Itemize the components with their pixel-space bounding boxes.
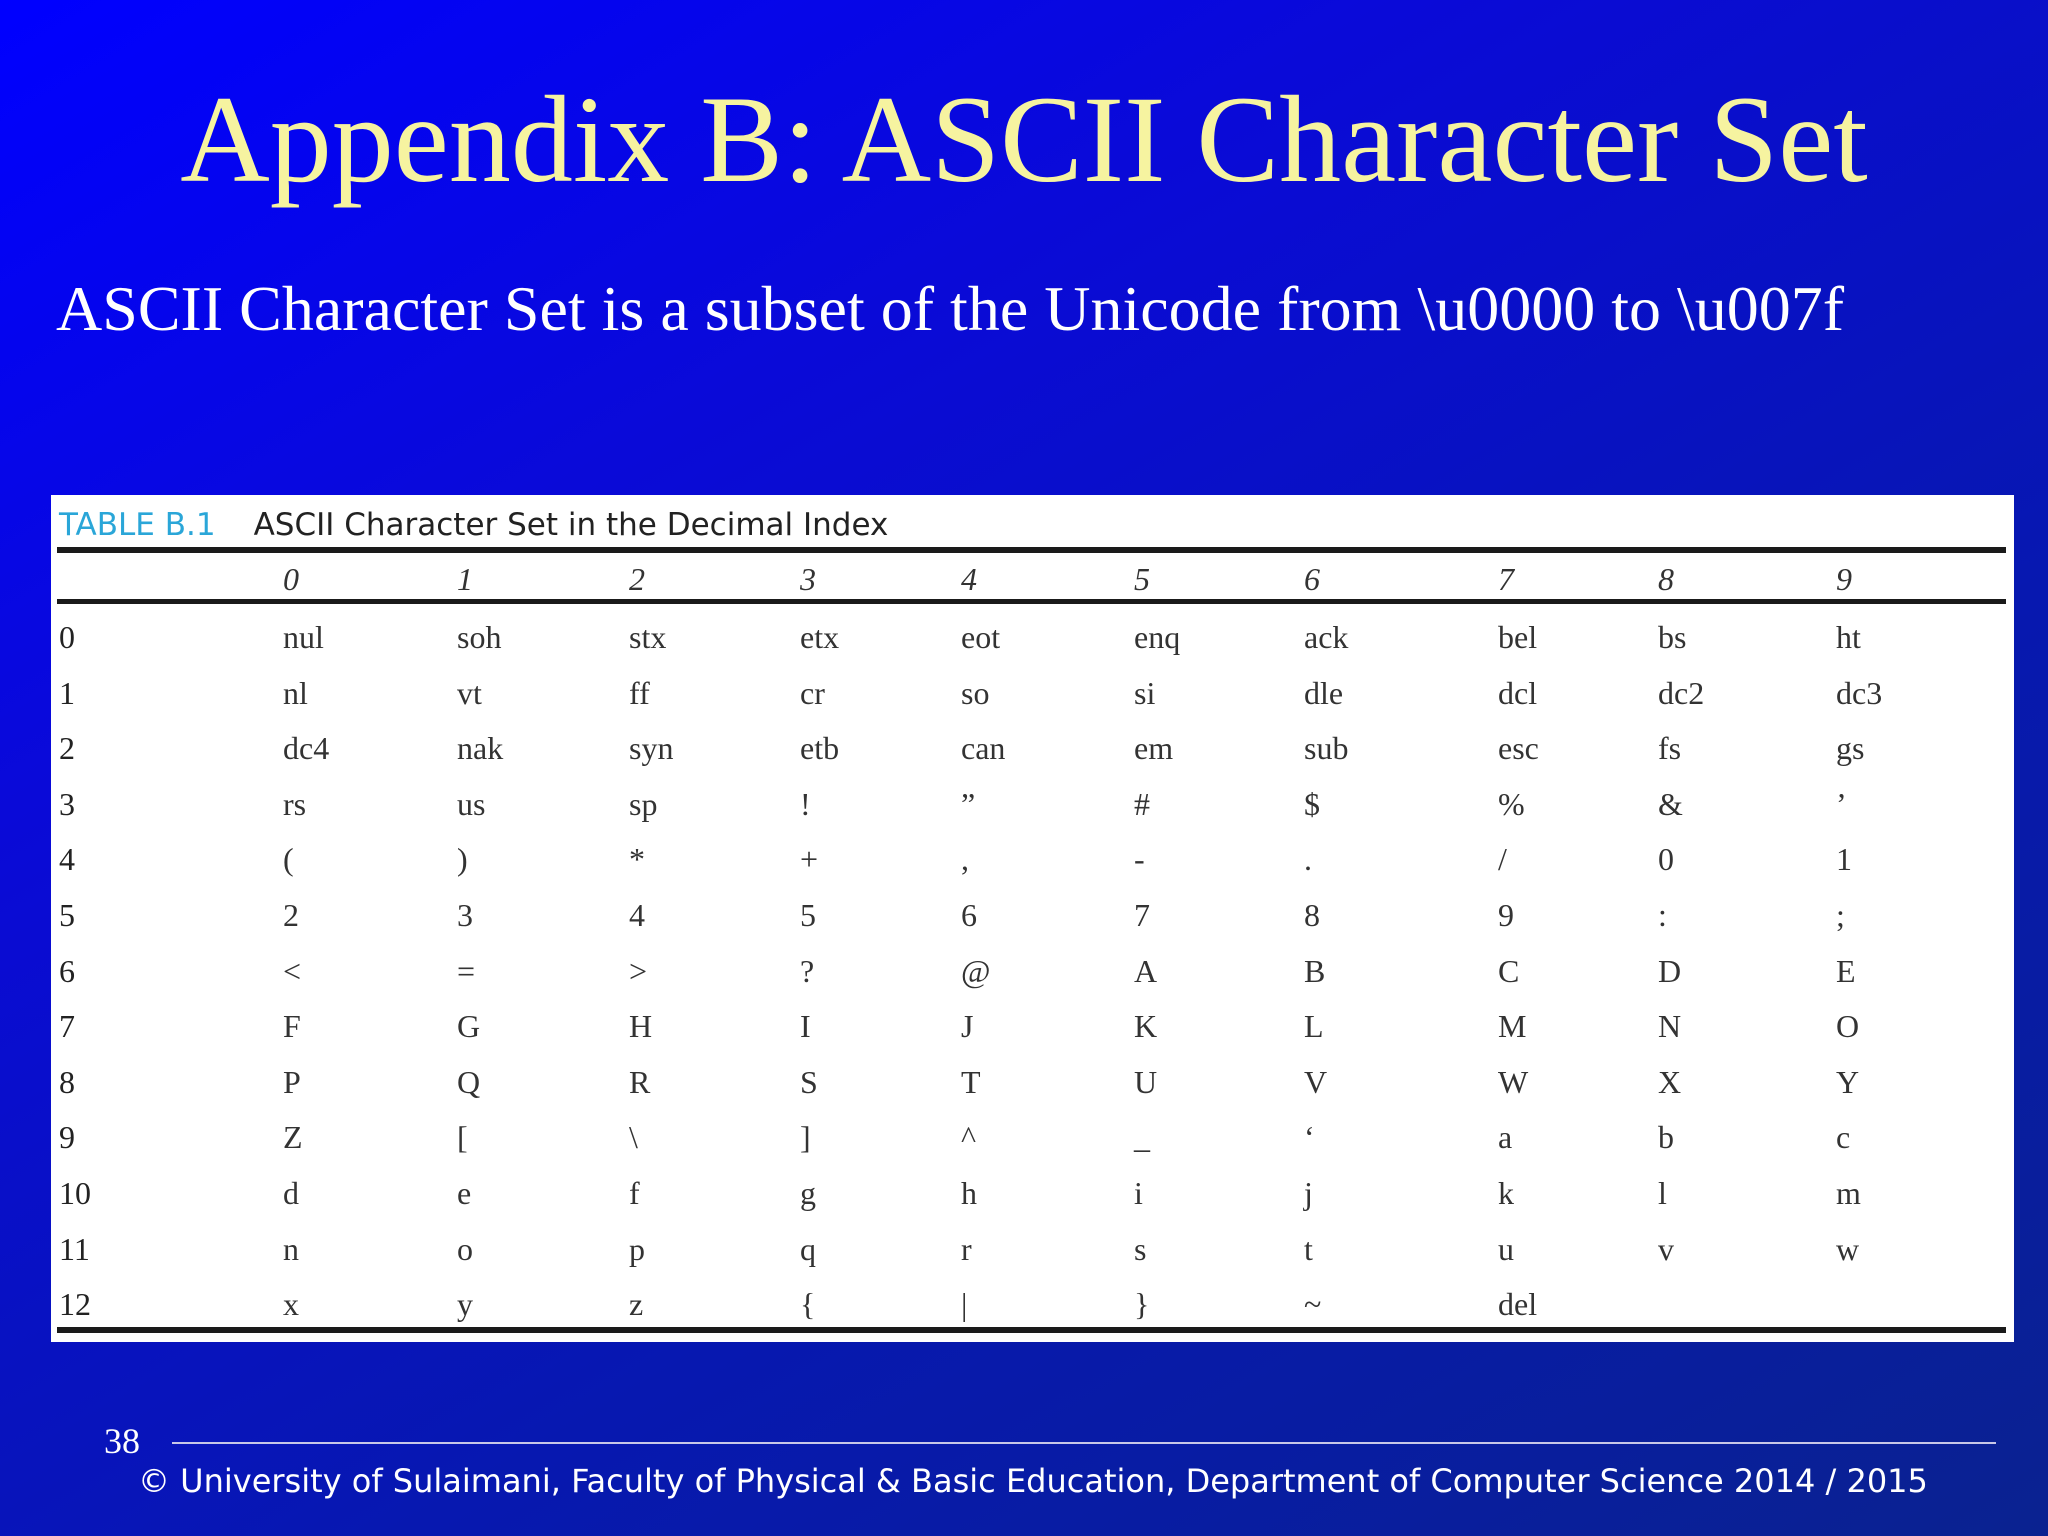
table-cell: \ <box>629 1119 638 1155</box>
table-cell: ^ <box>961 1119 977 1155</box>
table-cell: L <box>1304 1008 1324 1044</box>
table-cell: y <box>457 1286 473 1322</box>
table-header-rule <box>57 599 2006 604</box>
table-cell: f <box>629 1175 640 1211</box>
row-header: 2 <box>59 730 75 766</box>
table-cell: sub <box>1304 730 1349 766</box>
table-cell: l <box>1658 1175 1667 1211</box>
table-cell: dc2 <box>1658 675 1705 711</box>
column-header: 0 <box>283 561 299 597</box>
table-cell: - <box>1134 841 1145 877</box>
table-cell: : <box>1658 897 1667 933</box>
table-cell: # <box>1134 786 1150 822</box>
table-cell: M <box>1498 1008 1527 1044</box>
footer-text: © University of Sulaimani, Faculty of Physical & Basic Education, Department of Computer Science 2014 / 2015 <box>138 1462 1928 1500</box>
table-cell: s <box>1134 1231 1147 1267</box>
table-cell: ” <box>961 786 976 822</box>
row-header: 0 <box>59 619 75 655</box>
table-cell: | <box>961 1286 968 1322</box>
table-cell: ) <box>457 841 468 877</box>
table-cell: V <box>1304 1064 1328 1100</box>
table-cell: ~ <box>1304 1286 1322 1322</box>
table-cell: O <box>1836 1008 1860 1044</box>
table-cell: S <box>800 1064 818 1100</box>
table-cell: F <box>283 1008 301 1044</box>
table-cell: _ <box>1134 1119 1150 1155</box>
table-cell: n <box>283 1231 299 1267</box>
table-cell: dc4 <box>283 730 330 766</box>
table-cell: esc <box>1498 730 1539 766</box>
table-cell: dcl <box>1498 675 1538 711</box>
table-cell: , <box>961 841 969 877</box>
table-cell: so <box>961 675 990 711</box>
column-header: 3 <box>800 561 816 597</box>
table-cell: c <box>1836 1119 1851 1155</box>
table-cell: / <box>1498 841 1507 877</box>
table-cell: o <box>457 1231 473 1267</box>
table-cell: K <box>1134 1008 1158 1044</box>
column-header: 1 <box>457 561 473 597</box>
table-cell: nak <box>457 730 504 766</box>
column-header: 2 <box>629 561 645 597</box>
table-cell: 9 <box>1498 897 1514 933</box>
table-cell: w <box>1836 1231 1860 1267</box>
table-cell: can <box>961 730 1006 766</box>
row-header: 5 <box>59 897 75 933</box>
table-cell: + <box>800 841 819 877</box>
table-cell: 6 <box>961 897 977 933</box>
table-cell: & <box>1658 786 1683 822</box>
table-cell: ff <box>629 675 650 711</box>
table-cell: * <box>629 841 645 877</box>
table-cell: Y <box>1836 1064 1860 1100</box>
table-caption-text: ASCII Character Set in the Decimal Index <box>253 507 889 543</box>
table-cell: 3 <box>457 897 473 933</box>
table-cell: P <box>283 1064 301 1100</box>
table-cell: > <box>629 953 648 989</box>
table-cell: N <box>1658 1008 1682 1044</box>
table-cell: rs <box>283 786 307 822</box>
column-header: 8 <box>1658 561 1674 597</box>
column-header: 4 <box>961 561 977 597</box>
table-cell: eot <box>961 619 1001 655</box>
table-cell: d <box>283 1175 299 1211</box>
table-cell: ack <box>1304 619 1349 655</box>
column-header: 6 <box>1304 561 1320 597</box>
table-cell: stx <box>629 619 667 655</box>
table-cell: I <box>800 1008 811 1044</box>
table-cell: t <box>1304 1231 1313 1267</box>
table-cell: 0 <box>1658 841 1674 877</box>
table-cell: b <box>1658 1119 1674 1155</box>
table-cell: C <box>1498 953 1520 989</box>
table-bottom-rule <box>57 1327 2006 1333</box>
table-cell: cr <box>800 675 825 711</box>
table-cell: ht <box>1836 619 1861 655</box>
row-header: 12 <box>59 1286 91 1322</box>
table-cell: [ <box>457 1119 468 1155</box>
table-caption <box>59 507 888 543</box>
table-cell: etb <box>800 730 840 766</box>
table-cell: gs <box>1836 730 1865 766</box>
table-cell: x <box>283 1286 299 1322</box>
table-cell: us <box>457 786 486 822</box>
table-cell: H <box>629 1008 653 1044</box>
table-cell: q <box>800 1231 816 1267</box>
slide-number: 38 <box>104 1421 140 1461</box>
column-header: 9 <box>1836 561 1852 597</box>
table-cell: vt <box>457 675 482 711</box>
table-tag: TABLE B.1 <box>59 507 216 543</box>
table-cell: 4 <box>629 897 645 933</box>
column-header: 5 <box>1134 561 1150 597</box>
table-cell: bel <box>1498 619 1538 655</box>
table-cell: Z <box>283 1119 303 1155</box>
slide-title: Appendix B: ASCII Character Set <box>180 71 1868 208</box>
table-cell: ! <box>800 786 811 822</box>
table-cell: p <box>629 1231 645 1267</box>
table-cell: k <box>1498 1175 1514 1211</box>
table-cell: ‘ <box>1304 1119 1315 1155</box>
table-cell: em <box>1134 730 1174 766</box>
table-cell: g <box>800 1175 816 1211</box>
table-cell: A <box>1134 953 1158 989</box>
row-header: 7 <box>59 1008 75 1044</box>
table-cell: ? <box>800 953 815 989</box>
table-cell: ; <box>1836 897 1845 933</box>
footer-divider <box>172 1442 1996 1444</box>
table-cell: $ <box>1304 786 1320 822</box>
table-cell: ( <box>283 841 294 877</box>
table-cell: 8 <box>1304 897 1320 933</box>
table-cell: e <box>457 1175 472 1211</box>
table-cell: m <box>1836 1175 1861 1211</box>
table-cell: < <box>283 953 302 989</box>
table-cell: enq <box>1134 619 1181 655</box>
table-cell: @ <box>961 953 991 989</box>
table-cell: 2 <box>283 897 299 933</box>
table-cell: { <box>800 1286 816 1322</box>
row-header: 11 <box>59 1231 90 1267</box>
table-cell: B <box>1304 953 1326 989</box>
table-cell: % <box>1498 786 1525 822</box>
row-header: 3 <box>59 786 75 822</box>
table-cell: soh <box>457 619 502 655</box>
table-cell: } <box>1134 1286 1150 1322</box>
table-cell: nl <box>283 675 308 711</box>
table-cell: z <box>629 1286 644 1322</box>
table-cell: dle <box>1304 675 1344 711</box>
table-cell: ] <box>800 1119 811 1155</box>
table-cell: J <box>961 1008 974 1044</box>
table-cell: G <box>457 1008 481 1044</box>
table-top-rule <box>57 547 2006 553</box>
table-cell: Q <box>457 1064 481 1100</box>
table-cell: u <box>1498 1231 1514 1267</box>
table-cell: 1 <box>1836 841 1852 877</box>
table-cell: si <box>1134 675 1156 711</box>
row-header: 4 <box>59 841 75 877</box>
ascii-table <box>51 495 2014 1342</box>
slide-subtitle: ASCII Character Set is a subset of the Unicode from \u0000 to \u007f <box>56 273 1845 344</box>
table-cell: a <box>1498 1119 1513 1155</box>
table-cell: etx <box>800 619 840 655</box>
row-header: 8 <box>59 1064 75 1100</box>
table-cell: X <box>1658 1064 1682 1100</box>
column-header: 7 <box>1498 561 1514 597</box>
table-cell: U <box>1134 1064 1158 1100</box>
table-cell: . <box>1304 841 1312 877</box>
table-cell: j <box>1304 1175 1313 1211</box>
table-cell: v <box>1658 1231 1674 1267</box>
table-cell: sp <box>629 786 658 822</box>
table-cell: = <box>457 953 476 989</box>
table-cell: E <box>1836 953 1856 989</box>
table-cell: ’ <box>1836 786 1847 822</box>
table-cell: del <box>1498 1286 1538 1322</box>
table-cell: 5 <box>800 897 816 933</box>
table-cell: dc3 <box>1836 675 1883 711</box>
table-cell: D <box>1658 953 1682 989</box>
table-cell: W <box>1498 1064 1529 1100</box>
table-cell: i <box>1134 1175 1143 1211</box>
table-cell: R <box>629 1064 651 1100</box>
table-cell: r <box>961 1231 972 1267</box>
table-cell: fs <box>1658 730 1682 766</box>
table-cell: 7 <box>1134 897 1150 933</box>
row-header: 1 <box>59 675 75 711</box>
row-header: 10 <box>59 1175 91 1211</box>
row-header: 9 <box>59 1119 75 1155</box>
table-cell: nul <box>283 619 324 655</box>
row-header: 6 <box>59 953 75 989</box>
table-cell: h <box>961 1175 977 1211</box>
table-cell: bs <box>1658 619 1687 655</box>
table-cell: T <box>961 1064 981 1100</box>
table-cell: syn <box>629 730 674 766</box>
